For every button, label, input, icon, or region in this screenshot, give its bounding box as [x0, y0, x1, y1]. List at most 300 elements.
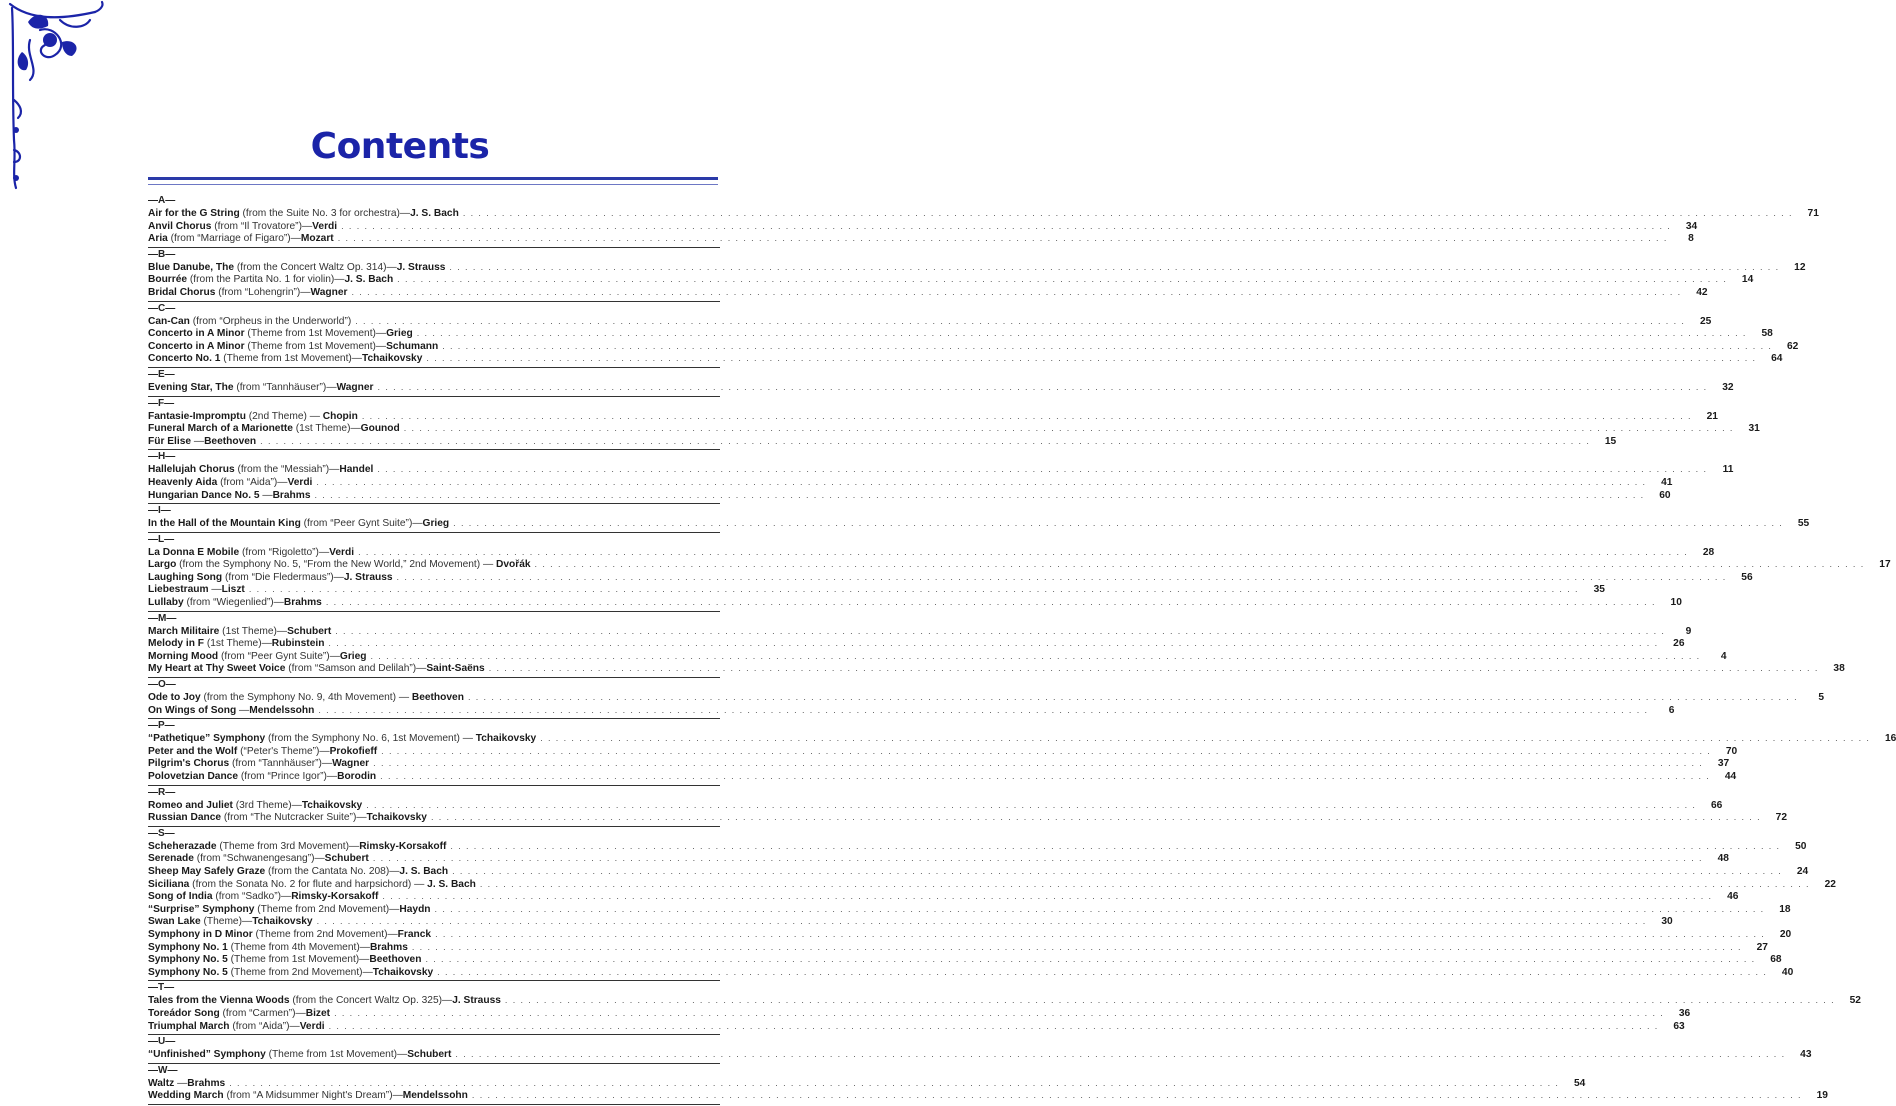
dot-leader	[315, 489, 1645, 502]
entry-detail: (from the Suite No. 3 for orchestra)—	[239, 208, 411, 219]
page-number: 40	[1781, 966, 1794, 978]
entry-text	[148, 866, 448, 879]
entry-composer: Brahms	[272, 489, 311, 501]
entry-text	[148, 328, 413, 341]
dot-leader	[318, 704, 1648, 717]
dot-leader	[341, 220, 1671, 233]
entry-text	[148, 954, 421, 967]
entry-composer: Brahms	[369, 941, 408, 953]
toc-entry[interactable]	[148, 704, 1675, 717]
entry-text	[148, 758, 369, 771]
toc-entry[interactable]	[148, 928, 1792, 941]
section-divider	[148, 826, 720, 827]
section-divider	[148, 980, 720, 981]
entry-composer: Tchaikovsky	[252, 916, 313, 928]
entry-text	[148, 800, 362, 813]
entry-detail: (from “A Midsummer Night's Dream”)—	[223, 1090, 403, 1102]
entry-detail: (from the Symphony No. 5, “From the New World,” 2nd Movement) —	[176, 559, 496, 571]
page-number: 19	[1816, 1090, 1828, 1102]
page-number: 62	[1786, 340, 1799, 352]
entry-composer: Saint-Saëns	[426, 663, 485, 675]
entry-detail: (“Peter's Theme”)—	[237, 745, 330, 757]
dot-leader	[453, 517, 1783, 530]
entry-detail: (Theme from 1st Movement)—	[220, 353, 362, 365]
entry-title: Hallelujah Chorus	[148, 464, 235, 476]
toc-entry[interactable]	[148, 915, 1673, 928]
page-number: 37	[1717, 758, 1730, 770]
section-letter: —W—	[148, 1064, 178, 1076]
toc-entry[interactable]	[148, 757, 1730, 770]
toc-entry[interactable]	[148, 811, 1788, 824]
section-letter: —S—	[148, 827, 175, 839]
entry-title: Symphony in D Minor	[148, 928, 253, 940]
section-letter: —B—	[148, 248, 176, 260]
entry-composer: Wagner	[336, 381, 374, 393]
page-number: 68	[1770, 954, 1782, 966]
page-number: 27	[1756, 941, 1768, 953]
toc-entry[interactable]	[148, 953, 1782, 966]
toc-entry[interactable]	[148, 352, 1783, 365]
entry-text	[148, 626, 331, 639]
section-divider	[148, 503, 720, 504]
entry-title: Wedding March	[148, 1090, 224, 1102]
entry-detail: (from the Sonata No. 2 for flute and harpsichord) —	[189, 878, 428, 890]
section-divider	[148, 247, 720, 248]
page-number: 52	[1849, 995, 1861, 1007]
page-number: 46	[1727, 891, 1739, 903]
entry-text	[148, 316, 351, 329]
entry-title: Liebestraum	[148, 584, 209, 596]
page-number: 25	[1699, 315, 1712, 327]
page-number: 4	[1720, 650, 1727, 662]
toc-entry[interactable]	[148, 662, 1845, 675]
page-number: 12	[1794, 261, 1806, 273]
entry-title: Can-Can	[148, 315, 190, 327]
entry-detail: (from the Concert Waltz Op. 325)—	[289, 995, 453, 1007]
dot-leader	[535, 558, 1865, 571]
page-number: 34	[1685, 220, 1698, 232]
entry-composer: Franck	[397, 928, 432, 940]
entry-text	[148, 597, 322, 610]
entry-composer: Chopin	[322, 410, 358, 422]
entry-composer: Grieg	[422, 518, 450, 530]
entry-text	[148, 746, 377, 759]
dot-leader	[425, 953, 1755, 966]
page-number: 44	[1724, 771, 1737, 782]
toc-entry[interactable]	[148, 327, 1773, 340]
dot-leader	[472, 1089, 1802, 1102]
entry-detail: (from “Carmen”)—	[219, 1007, 306, 1019]
entry-composer: J. S. Bach	[344, 274, 394, 286]
toc-entry[interactable]	[148, 745, 1738, 758]
entry-composer: Verdi	[312, 220, 338, 232]
section-letter: —L—	[148, 533, 175, 545]
toc-entry[interactable]	[148, 463, 1734, 476]
page-number: 15	[1604, 435, 1617, 447]
entry-text	[148, 490, 311, 503]
entry-title: Air for the G String	[148, 208, 240, 219]
page-number: 9	[1685, 625, 1692, 637]
entry-detail: (from “Schwanengesang”)—	[193, 853, 325, 865]
dot-leader	[449, 261, 1779, 274]
entry-title: Serenade	[148, 853, 194, 865]
entry-detail: (Theme)—	[200, 916, 253, 928]
entry-composer: Bizet	[305, 1007, 331, 1019]
dot-leader	[326, 596, 1656, 609]
toc-entry[interactable]	[148, 232, 1694, 245]
page-number: 50	[1795, 840, 1807, 852]
dot-leader	[540, 732, 1870, 745]
section-letter: —A—	[148, 195, 176, 206]
toc-entry[interactable]	[148, 966, 1794, 979]
toc-entry[interactable]	[148, 261, 1806, 274]
entry-title: Laughing Song	[148, 571, 223, 583]
page-number: 54	[1573, 1077, 1586, 1089]
toc-entry[interactable]	[148, 558, 1891, 571]
entry-title: Peter and the Wolf	[148, 745, 238, 757]
entry-detail: (from “Peer Gynt Suite”)—	[300, 518, 423, 530]
entry-composer: Schumann	[386, 340, 439, 352]
toc-entry[interactable]	[148, 637, 1685, 650]
toc-entry[interactable]	[148, 1077, 1586, 1090]
entry-title: Waltz	[148, 1077, 175, 1089]
entry-detail: (Theme from 1st Movement)—	[265, 1049, 408, 1061]
entry-text	[148, 547, 354, 560]
section-divider	[148, 677, 720, 678]
entry-composer: Liszt	[221, 584, 245, 596]
section-letter: —O—	[148, 679, 176, 691]
entry-text	[148, 221, 337, 234]
entry-text	[148, 651, 367, 664]
entry-composer: Verdi	[287, 476, 313, 488]
dot-leader	[377, 463, 1707, 476]
page-number: 63	[1673, 1020, 1685, 1032]
dot-leader	[404, 422, 1734, 435]
entry-composer: Beethoven	[369, 954, 422, 966]
toc-entry[interactable]	[148, 890, 1739, 903]
page-number: 8	[1688, 233, 1694, 245]
entry-title: Ode to Joy	[148, 692, 201, 704]
dot-leader	[489, 662, 1819, 675]
dot-leader	[452, 865, 1782, 878]
toc-entry[interactable]	[148, 583, 1605, 596]
entry-detail: (from “Aida”)—	[217, 476, 288, 488]
toc-entry[interactable]	[148, 994, 1861, 1007]
toc-entry[interactable]	[148, 315, 1712, 328]
dot-leader	[366, 799, 1696, 812]
entry-text	[148, 1008, 330, 1021]
toc-entry[interactable]	[148, 571, 1753, 584]
entry-composer: Rimsky-Korsakoff	[291, 891, 379, 903]
dot-leader	[371, 650, 1701, 663]
page-number: 66	[1710, 799, 1723, 811]
toc-entry[interactable]	[148, 799, 1723, 812]
entry-detail: (1st Theme)—	[292, 423, 361, 435]
dot-leader	[355, 315, 1685, 328]
entry-detail: —	[259, 489, 273, 501]
page-number: 30	[1661, 916, 1673, 928]
toc-entry[interactable]	[148, 476, 1673, 489]
toc-entry[interactable]	[148, 1089, 1828, 1102]
page-number: 5	[1818, 692, 1825, 704]
toc-entry[interactable]	[148, 381, 1734, 394]
entry-detail: (from “Rigoletto”)—	[239, 546, 330, 558]
entry-detail: (Theme from 2nd Movement)—	[252, 928, 398, 940]
entry-title: Triumphal March	[148, 1020, 230, 1032]
entry-detail: (from “Orpheus in the Underworld”)	[189, 315, 352, 327]
dot-leader	[378, 381, 1708, 394]
entry-composer: Brahms	[283, 597, 322, 609]
entry-composer: Verdi	[299, 1020, 325, 1032]
entry-title: “Surprise” Symphony	[148, 903, 255, 915]
toc-entry[interactable]	[148, 903, 1791, 916]
entry-text	[148, 233, 334, 246]
page-number: 32	[1722, 381, 1734, 393]
entry-composer: Schubert	[287, 625, 332, 637]
entry-composer: Wagner	[310, 286, 348, 298]
dot-leader	[317, 915, 1647, 928]
entry-title: Largo	[148, 559, 177, 571]
entry-detail: (3rd Theme)—	[232, 799, 302, 811]
toc-entry[interactable]	[148, 770, 1737, 783]
section-letter: —I—	[148, 505, 171, 517]
entry-composer: Beethoven	[411, 692, 464, 704]
entry-detail: (from “Tannhäuser”)—	[233, 381, 337, 393]
entry-composer: Beethoven	[204, 435, 257, 447]
entry-title: Song of India	[148, 891, 213, 903]
entry-text	[148, 1090, 468, 1103]
dot-leader	[468, 691, 1798, 704]
toc-entry[interactable]	[148, 1007, 1691, 1020]
entry-detail: (from “Samson and Delilah”)—	[285, 663, 427, 675]
entry-composer: Tchaikovsky	[301, 799, 363, 811]
dot-leader	[397, 273, 1727, 286]
toc-entry[interactable]	[148, 410, 1718, 423]
entry-text	[148, 341, 438, 354]
entry-text	[148, 705, 314, 718]
entry-title: On Wings of Song	[148, 704, 237, 716]
toc-entry[interactable]	[148, 546, 1715, 559]
dot-leader	[382, 890, 1712, 903]
entry-text	[148, 638, 324, 651]
entry-detail: (from “Tannhäuser”)—	[229, 758, 333, 770]
entry-title: Anvil Chorus	[148, 220, 212, 232]
toc-entry[interactable]	[148, 878, 1836, 891]
entry-title: Melody in F	[148, 638, 205, 650]
page-number: 16	[1884, 733, 1896, 745]
entry-composer: J. S. Bach	[410, 208, 459, 219]
entry-composer: Rubinstein	[271, 638, 325, 650]
entry-text	[148, 853, 369, 866]
entry-detail: —	[174, 1077, 188, 1089]
page-number: 14	[1741, 274, 1754, 286]
entry-title: Heavenly Aida	[148, 476, 218, 488]
page-number: 18	[1779, 903, 1791, 915]
toc-entry[interactable]	[148, 625, 1692, 638]
toc-entry[interactable]	[148, 1048, 1812, 1061]
entry-title: Concerto in A Minor	[148, 328, 245, 340]
entry-title: Evening Star, The	[148, 381, 234, 393]
entry-detail: (from “Prince Igor”)—	[238, 771, 338, 782]
toc-entry[interactable]	[148, 732, 1896, 745]
entry-text	[148, 477, 312, 490]
entry-detail: (from “Die Fledermaus”)—	[222, 571, 344, 583]
page-number: 11	[1722, 464, 1734, 476]
entry-title: Symphony No. 5	[148, 966, 228, 978]
entry-detail: —	[208, 584, 222, 596]
entry-title: Hungarian Dance No. 5	[148, 489, 260, 501]
page-number: 64	[1771, 353, 1783, 365]
toc-entry[interactable]	[148, 852, 1729, 865]
section-divider	[148, 1063, 720, 1064]
entry-composer: Haydn	[399, 903, 431, 915]
section-letter: —F—	[148, 397, 175, 409]
toc-entry[interactable]	[148, 691, 1825, 704]
entry-title: “Unfinished” Symphony	[148, 1049, 266, 1061]
dot-leader	[380, 770, 1710, 783]
entry-text	[148, 1021, 325, 1034]
toc-entry[interactable]	[148, 435, 1617, 448]
entry-detail: (Theme from 2nd Movement)—	[254, 903, 400, 915]
toc-entry[interactable]	[148, 517, 1810, 530]
dot-leader	[373, 757, 1703, 770]
entry-title: Romeo and Juliet	[148, 799, 233, 811]
entry-composer: Handel	[339, 464, 374, 476]
dot-leader	[442, 340, 1772, 353]
entry-composer: J. Strauss	[343, 571, 393, 583]
entry-title: Scheherazade	[148, 840, 217, 852]
toc-entry[interactable]	[148, 340, 1799, 353]
page-number: 42	[1696, 286, 1708, 298]
page-title: Contents	[310, 126, 490, 167]
toc-entry[interactable]	[148, 596, 1682, 609]
dot-leader	[249, 583, 1579, 596]
page-number: 60	[1659, 489, 1671, 501]
entry-detail: (from the Concert Waltz Op. 314)—	[234, 261, 397, 273]
toc-entry[interactable]	[148, 489, 1671, 502]
page-number: 70	[1725, 745, 1738, 757]
section-letter: —M—	[148, 612, 177, 624]
entry-text	[148, 584, 245, 597]
toc-entry[interactable]	[148, 207, 1819, 220]
entry-title: March Militaire	[148, 625, 220, 637]
entry-text	[148, 518, 449, 531]
page-number: 26	[1673, 638, 1685, 650]
section-divider	[148, 1034, 720, 1035]
toc-entry[interactable]	[148, 840, 1807, 853]
entry-composer: Rimsky-Korsakoff	[359, 840, 447, 852]
dot-leader	[480, 878, 1810, 891]
entry-title: In the Hall of the Mountain King	[148, 518, 301, 530]
dot-leader	[334, 1007, 1664, 1020]
dot-leader	[505, 994, 1835, 1007]
entry-text	[148, 916, 313, 929]
entry-detail: (from “The Nutcracker Suite”)—	[221, 812, 367, 824]
dot-leader	[338, 232, 1668, 245]
entry-composer: Verdi	[329, 546, 355, 558]
entry-title: Concerto in A Minor	[148, 340, 245, 352]
entry-composer: Mozart	[300, 233, 334, 245]
entry-detail: (2nd Theme) —	[245, 410, 323, 422]
section-letter: —H—	[148, 451, 176, 463]
section-divider	[148, 396, 720, 397]
entry-text	[148, 436, 256, 449]
entry-detail: —	[236, 704, 250, 716]
page-number: 72	[1775, 812, 1788, 824]
page-number: 22	[1824, 878, 1836, 890]
entry-title: Funeral March of a Marionette	[148, 423, 293, 435]
toc-entry[interactable]	[148, 650, 1727, 663]
entry-detail: (from the Symphony No. 9, 4th Movement) —	[200, 692, 412, 704]
section-divider	[148, 611, 720, 612]
toc-entry[interactable]	[148, 273, 1754, 286]
dot-leader	[335, 625, 1665, 638]
entry-text	[148, 1049, 451, 1062]
entry-detail: (from “Il Trovatore”)—	[211, 220, 313, 232]
entry-title: Morning Mood	[148, 650, 219, 662]
dot-leader	[450, 840, 1780, 853]
entry-composer: Tchaikovsky	[366, 812, 427, 824]
entry-composer: Dvořák	[496, 559, 531, 571]
entry-detail: (from the Cantata No. 208)—	[265, 865, 400, 877]
entry-detail: (from the “Messiah”)—	[234, 464, 340, 476]
entry-composer: J. Strauss	[452, 995, 501, 1007]
entry-title: Siciliana	[148, 878, 190, 890]
dot-leader	[463, 207, 1793, 220]
entry-composer: Wagner	[332, 758, 370, 770]
toc-entry[interactable]	[148, 941, 1768, 954]
page-number: 41	[1661, 476, 1673, 488]
entry-composer: Grieg	[339, 650, 367, 662]
entry-title: Lullaby	[148, 597, 184, 609]
title-rule	[148, 177, 718, 180]
dot-leader	[437, 966, 1767, 979]
entry-composer: Tchaikovsky	[372, 966, 434, 978]
section-divider	[148, 1104, 720, 1105]
entry-detail: (Theme from 4th Movement)—	[227, 941, 370, 953]
entry-detail: (from the Symphony No. 6, 1st Movement) —	[265, 733, 476, 745]
page-number: 56	[1741, 571, 1753, 583]
entry-detail: (from “Marriage of Figaro”)—	[167, 233, 301, 245]
entry-detail: (from “Lohengrin”)—	[215, 286, 311, 298]
page-number: 21	[1706, 410, 1718, 422]
page-number: 6	[1668, 704, 1675, 716]
corner-ornament-icon	[0, 0, 110, 200]
entry-title: “Pathetique” Symphony	[148, 733, 266, 745]
entry-detail: (from “Wiegenlied”)—	[183, 597, 284, 609]
entry-detail: —	[191, 435, 205, 447]
page-number: 20	[1779, 928, 1792, 940]
section-letter: —C—	[148, 302, 176, 314]
entry-detail: (1st Theme)—	[204, 638, 272, 650]
section-divider	[148, 301, 720, 302]
page-number: 48	[1717, 853, 1729, 865]
entry-composer: Tchaikovsky	[361, 353, 423, 365]
toc-entry[interactable]	[148, 1020, 1685, 1033]
toc-entry[interactable]	[148, 286, 1708, 299]
entry-text	[148, 942, 408, 955]
toc-entry[interactable]	[148, 422, 1760, 435]
entry-title: Bourrée	[148, 274, 188, 286]
page-number: 35	[1593, 584, 1605, 596]
entry-composer: Schubert	[407, 1049, 452, 1061]
toc-entry[interactable]	[148, 220, 1698, 233]
toc-entry[interactable]	[148, 865, 1809, 878]
section-divider	[148, 785, 720, 786]
entry-title: Tales from the Vienna Woods	[148, 995, 290, 1007]
entry-title: Aria	[148, 233, 168, 245]
entry-composer: Grieg	[386, 328, 413, 340]
